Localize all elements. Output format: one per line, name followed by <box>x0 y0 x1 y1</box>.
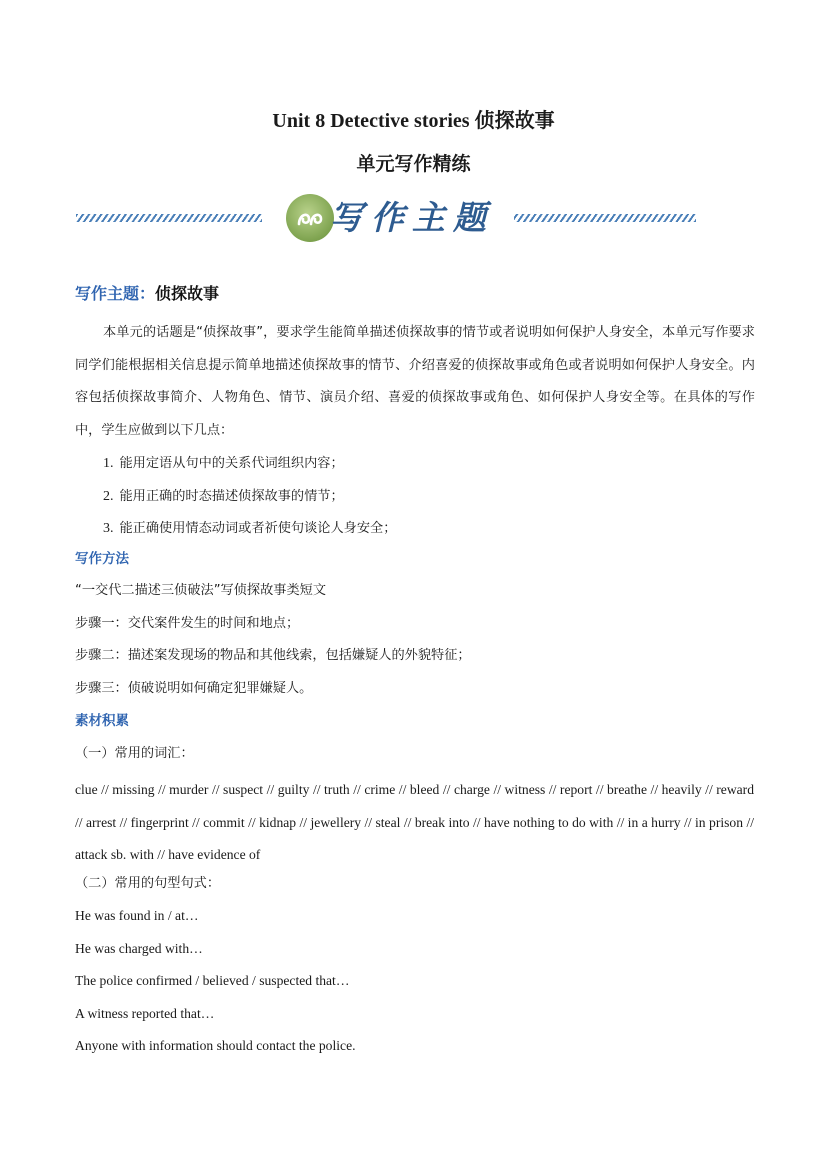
unit-title: Unit 8 Detective stories 侦探故事 <box>272 110 555 132</box>
method-heading: 写作方法 <box>75 551 129 567</box>
list-item: 3. 能正确使用情态动词或者祈使句谈论人身安全； <box>103 521 397 536</box>
unit-subtitle: 单元写作精练 <box>356 153 471 175</box>
banner-leaf-icon <box>286 194 334 242</box>
intro-paragraph: 本单元的话题是“侦探故事”，要求学生能简单描述侦探故事的情节或者说明如何保护人身安全，本单元写作要求同学们能根据相关信息提示简单地描述侦探故事的情节、介绍喜爱的侦探故事或角色或者说明如何保护人身安全。内容包括侦探故事简介、人物角色、情节、演员介绍、喜爱的侦探故事或角色、如何保护人身安全等。在具体的写作中，学生应做到以下几点： <box>75 325 755 438</box>
sentence-pattern: Anyone with information should contact the police. <box>75 1038 356 1053</box>
sentence-pattern: A witness reported that… <box>75 1006 215 1021</box>
sentence-pattern: The police confirmed / believed / suspected that… <box>75 973 350 988</box>
topic-value: 侦探故事 <box>155 284 220 303</box>
method-intro: “一交代二描述三侦破法”写侦探故事类短文 <box>75 583 327 598</box>
method-step: 步骤一：交代案件发生的时间和地点； <box>75 616 300 631</box>
banner-stripes-right <box>514 214 696 222</box>
vocab-list: clue // missing // murder // suspect // guilty // truth // crime // bleed // charge // witness // report // breathe // heavily // reward // arrest // fingerprint // commit // kidnap // jewellery // steal // break into // have nothing to do with // in a hurry // in prison // attack sb. with // have evidence of <box>75 782 754 862</box>
list-item: 1. 能用定语从句中的关系代词组织内容； <box>103 456 344 471</box>
requirement-list <box>103 448 396 546</box>
section-banner <box>76 190 696 246</box>
materials-heading: 素材积累 <box>75 713 129 729</box>
method-step: 步骤二：描述案发现场的物品和其他线索，包括嫌疑人的外貌特征； <box>75 648 471 663</box>
sentence-pattern: He was charged with… <box>75 941 203 956</box>
topic-label: 写作主题： <box>75 284 156 303</box>
banner-title: 写作主题 <box>330 198 494 237</box>
list-item: 2. 能用正确的时态描述侦探故事的情节； <box>103 488 344 504</box>
method-step: 步骤三：侦破说明如何确定犯罪嫌疑人。 <box>75 681 313 696</box>
vocab-heading: （一）常用的词汇： <box>75 746 194 761</box>
sentence-pattern: He was found in / at… <box>75 908 199 923</box>
topic-heading <box>75 282 219 306</box>
banner-stripes-left <box>76 214 262 222</box>
sentence-heading: （二）常用的句型句式： <box>75 876 221 891</box>
swirl-icon <box>296 208 324 230</box>
